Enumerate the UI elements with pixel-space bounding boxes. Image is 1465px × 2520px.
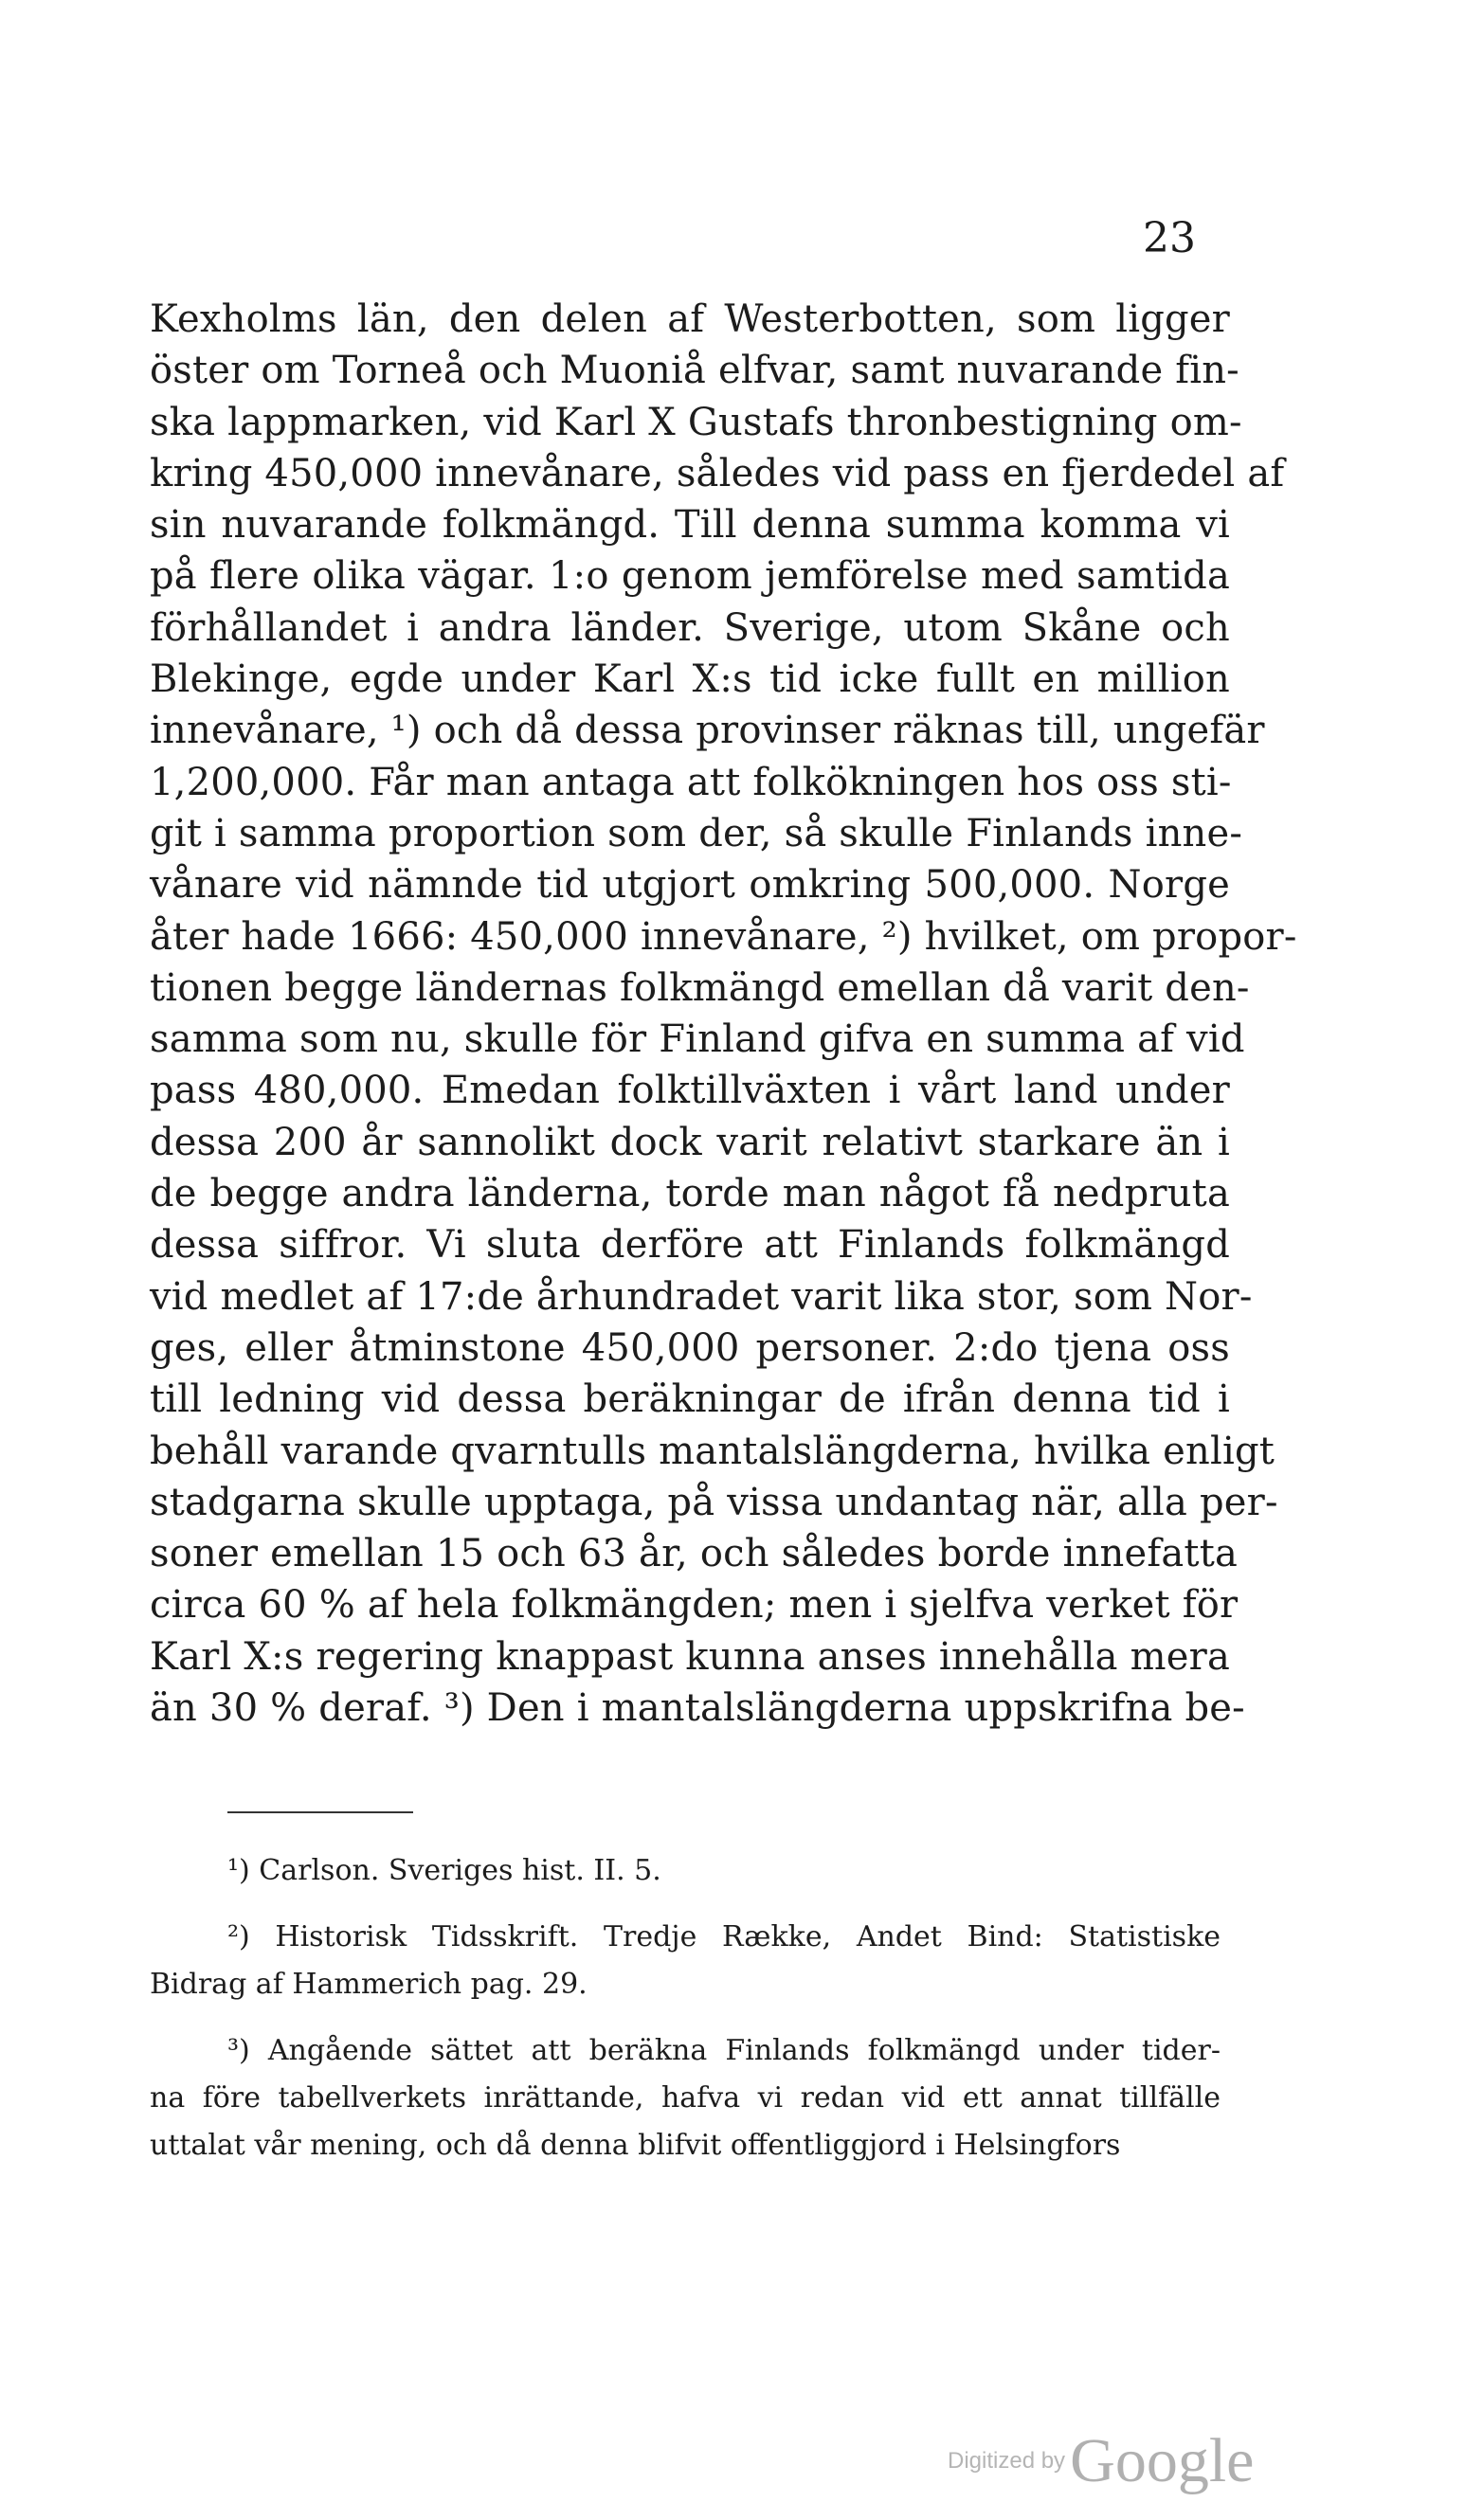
text-line: innevånare, ¹) och då dessa provinser räknas till, ungefär xyxy=(150,709,1265,753)
text-line: dessa 200 år sannolikt dock varit relativt starkare än i xyxy=(150,1120,1230,1164)
text-line: dessa siffror. Vi sluta derföre att Finlands folkmängd xyxy=(150,1223,1230,1268)
digitized-by-google-watermark xyxy=(948,2425,1254,2497)
text-line: Kexholms län, den delen af Westerbotten, som ligger xyxy=(150,297,1230,341)
footnote-line: uttalat vår mening, och då denna blifvit offentliggjord i Helsingfors xyxy=(150,2129,1121,2162)
footnote-1 xyxy=(150,1847,1221,1895)
footnote-divider xyxy=(227,1811,413,1813)
text-line: öster om Torneå och Muoniå elfvar, samt nuvarande fin- xyxy=(150,349,1239,393)
footnote-3 xyxy=(150,2027,1221,2169)
text-line: 1,200,000. Får man antaga att folkökningen hos oss sti- xyxy=(150,760,1232,804)
text-line: till ledning vid dessa beräkningar de ifrån denna tid i xyxy=(150,1377,1230,1422)
footnote-line: na före tabellverkets inrättande, hafva vi redan vid ett annat tillfälle xyxy=(150,2081,1221,2115)
watermark-prefix: Digitized by xyxy=(948,2448,1066,2474)
text-line: pass 480,000. Emedan folktillväxten i vårt land under xyxy=(150,1069,1230,1113)
text-line: behåll varande qvarntulls mantalslängderna, hvilka enligt xyxy=(150,1429,1275,1473)
text-line: samma som nu, skulle för Finland gifva en summa af vid xyxy=(150,1017,1245,1062)
footnote-line: ²) Historisk Tidsskrift. Tredje Række, Andet Bind: Statistiske xyxy=(227,1920,1221,1953)
google-logo: Google xyxy=(1070,2426,1255,2495)
text-line: soner emellan 15 och 63 år, och således borde innefatta xyxy=(150,1532,1239,1576)
text-line: circa 60 % af hela folkmängden; men i sjelfva verket för xyxy=(150,1583,1239,1628)
text-line: ges, eller åtminstone 450,000 personer. 2:do tjena oss xyxy=(150,1325,1230,1370)
footnote-line: ³) Angående sättet att beräkna Finlands folkmängd under tider- xyxy=(227,2034,1221,2067)
text-line: förhållandet i andra länder. Sverige, utom Skåne och xyxy=(150,605,1230,650)
footnote-line: Bidrag af Hammerich pag. 29. xyxy=(150,1968,588,2001)
text-line: Karl X:s regering knappast kunna anses innehålla mera xyxy=(150,1634,1230,1679)
text-line: kring 450,000 innevånare, således vid pass en fjerdedel af xyxy=(150,451,1285,495)
text-line: sin nuvarande folkmängd. Till denna summa komma vi xyxy=(150,503,1230,548)
body-text xyxy=(150,294,1297,1734)
footnote-line: ¹) Carlson. Sveriges hist. II. 5. xyxy=(227,1854,661,1887)
footnotes xyxy=(150,1847,1221,2188)
text-line: git i samma proportion som der, så skulle Finlands inne- xyxy=(150,811,1243,855)
text-line: än 30 % deraf. ³) Den i mantalslängderna uppskrifna be- xyxy=(150,1686,1245,1731)
footnote-2 xyxy=(150,1914,1221,2008)
text-line: vid medlet af 17:de århundradet varit lika stor, som Nor- xyxy=(150,1274,1253,1319)
text-line: vånare vid nämnde tid utgjort omkring 500,000. Norge xyxy=(150,863,1230,908)
page-number: 23 xyxy=(1143,214,1196,262)
text-line: ska lappmarken, vid Karl X Gustafs thronbestigning om- xyxy=(150,400,1242,444)
text-line: de begge andra länderna, torde man något få nedpruta xyxy=(150,1172,1230,1216)
text-line: tionen begge ländernas folkmängd emellan då varit den- xyxy=(150,965,1250,1010)
text-line: åter hade 1666: 450,000 innevånare, ²) hvilket, om propor- xyxy=(150,914,1297,959)
text-line: Blekinge, egde under Karl X:s tid icke fullt en million xyxy=(150,657,1230,702)
text-line: på flere olika vägar. 1:o genom jemförelse med samtida xyxy=(150,554,1230,599)
text-line: stadgarna skulle upptaga, på vissa undantag när, alla per- xyxy=(150,1480,1278,1524)
